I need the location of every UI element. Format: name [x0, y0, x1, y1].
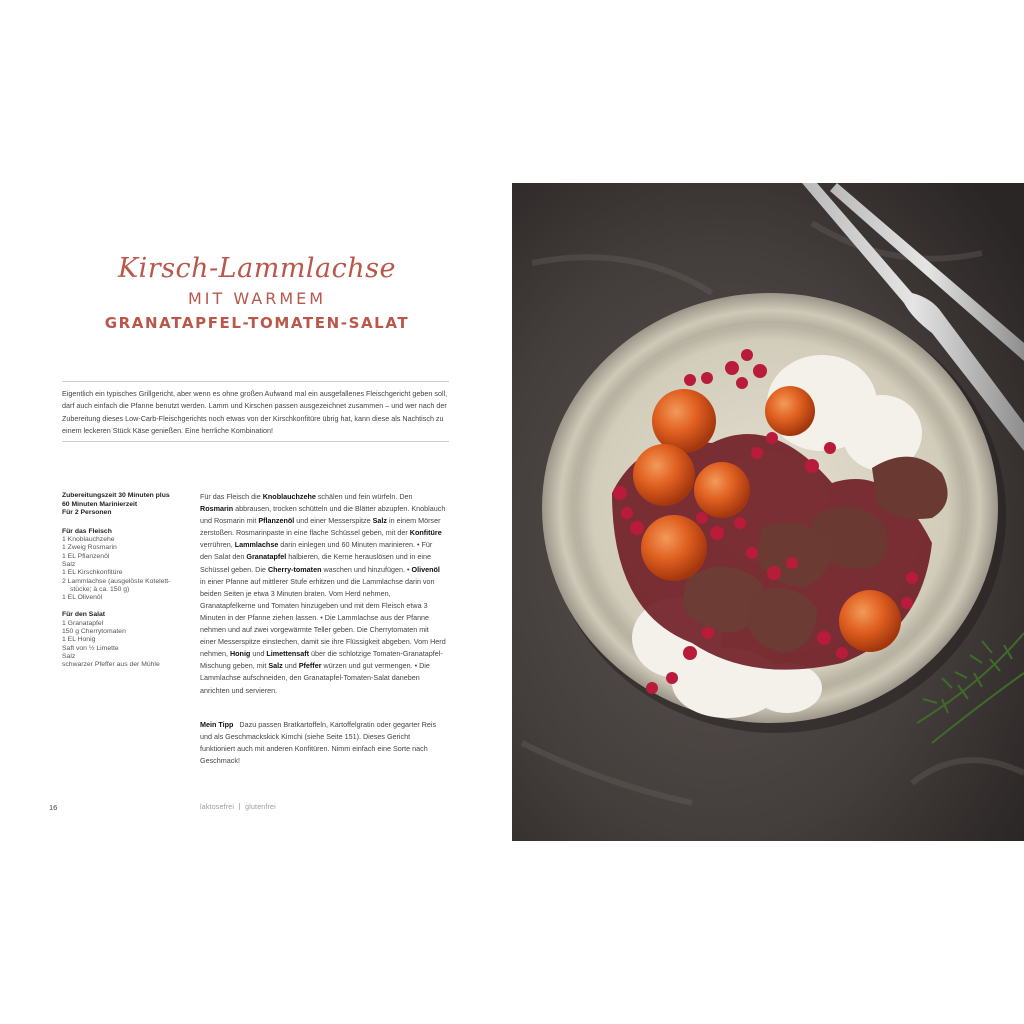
prep-time-line1: Zubereitungszeit 30 Minuten plus — [62, 492, 170, 499]
instruction-text: würzen und gut vermengen. • Die Lammlachse aufschneiden, den Granatapfel-Tomaten-Salat daneben anrichten und servieren. — [200, 661, 430, 695]
ingredient-item: 1 EL Pflanzenöl — [62, 552, 110, 560]
instruction-text: schälen und fein würfeln. Den — [315, 492, 413, 501]
ingredient-item: Salz — [62, 652, 76, 660]
ingredients-meat-heading: Für das Fleisch — [62, 527, 112, 535]
tag-gluten-free: glutenfrei — [245, 804, 276, 811]
ingredient-highlight: Pfeffer — [298, 661, 322, 671]
ingredient-item: Salz — [62, 560, 76, 568]
ingredient-highlight: Olivenöl — [411, 564, 440, 574]
ingredient-highlight: Salz — [372, 516, 387, 526]
ingredient-item: Saft von ½ Limette — [62, 644, 119, 652]
instruction-text: über die schlotzige Tomaten-Granatapfel-Mischung geben, mit — [200, 649, 443, 671]
ingredients-salad-heading: Für den Salat — [62, 611, 106, 619]
instruction-text: und — [282, 661, 299, 671]
servings: Für 2 Personen — [62, 509, 112, 517]
recipe-title — [62, 252, 452, 336]
ingredient-item: 1 Knoblauchzehe — [62, 536, 115, 544]
instruction-text: waschen und hinzufügen. • — [321, 564, 412, 574]
dish-photo — [512, 183, 1024, 841]
tip-box — [200, 719, 446, 767]
ingredient-highlight: Lammlachse — [234, 540, 279, 550]
intro-paragraph: Eigentlich ein typisches Grillgericht, aber wenn es ohne großen Aufwand mal ein ausgefallenes Fleischgericht geben soll, darf auch einfach die Pfanne benutzt werden. Lamm und Kirschen passen ausgezeichnet zusammen – und wer nach der Zubereitung dieses Low-Carb-Fleischgerichts noch etwas von der Kirschkonfitüre übrig hat, kann diese als Nachtisch zu einem leckeren Stück Käse genießen. Eine herrliche Kombination! — [62, 389, 448, 435]
ingredient-highlight: Konfitüre — [409, 528, 442, 538]
ingredient-highlight: Limettensaft — [266, 649, 310, 659]
instruction-text: und einer Messerspitze — [294, 516, 373, 526]
ingredient-highlight: Pflanzenöl — [258, 516, 295, 526]
instruction-text: darin einlegen und 60 Minuten marinieren. • Für den Salat den — [200, 540, 433, 562]
instruction-text: Für das Fleisch die — [200, 492, 263, 501]
ingredient-item: 1 EL Kirschkonfitüre — [62, 569, 123, 577]
instruction-text: in einer Pfanne auf mittlerer Stufe erhitzen und die Lammlachse darin von beiden Seiten je etwa 3 Minuten braten. Vom Herd nehmen, Granatapfelkerne und Tomaten hinzugeben und mit dem Fleisch etwa 3 Minuten in der Pfanne ziehen lassen. • Die Lammlachse aus der Pfanne nehmen und auf zwei vorgewärmte Teller geben. Die Cherrytomaten mit einer Messerspitze einstechen, damit sie ihre Flüssigkeit abgeben. Vom Herd nehmen, — [200, 576, 446, 659]
instructions — [200, 491, 446, 697]
ingredient-item-continued: stücke; à ca. 150 g) — [70, 585, 130, 593]
dish-photo-svg — [512, 183, 1024, 841]
instruction-text: verrühren, — [200, 540, 235, 550]
intro-top-rule — [62, 381, 449, 382]
instruction-text: in einem Mörser zerstoßen. Rosmarinpaste in eine flache Schüssel geben, mit der — [200, 516, 441, 538]
ingredient-item: 1 EL Honig — [62, 636, 96, 644]
diet-tags — [200, 803, 276, 811]
tip-label: Mein Tipp — [200, 720, 234, 729]
ingredients-column — [62, 492, 190, 670]
ingredient-highlight: Honig — [229, 649, 251, 659]
title-subtitle-line: MIT WARMEM — [187, 289, 327, 308]
ingredient-highlight: Knoblauchzehe — [262, 492, 316, 501]
prep-time-line2: 60 Minuten Marinierzeit — [62, 500, 138, 508]
instruction-text: halbieren, die Kerne herauslösen und in eine Schüssel geben. Die — [200, 552, 431, 574]
ingredient-highlight: Salz — [268, 661, 283, 671]
ingredient-item: 1 EL Olivenöl — [62, 594, 103, 602]
page-number: 16 — [49, 803, 58, 812]
ingredient-item: 150 g Cherrytomaten — [62, 628, 126, 636]
ingredient-item: 1 Granatapfel — [62, 619, 104, 627]
recipe-meta — [62, 492, 190, 518]
title-bold-line: GRANATAPFEL-TOMATEN-SALAT — [104, 314, 410, 332]
intro-bottom-rule — [62, 441, 449, 442]
ingredient-highlight: Cherry-tomaten — [267, 564, 322, 574]
ingredient-item: 1 Zweig Rosmarin — [62, 544, 117, 552]
ingredient-item: 2 Lammlachse (ausgelöste Kotelett- — [62, 577, 171, 585]
ingredient-highlight: Granatapfel — [246, 552, 287, 562]
ingredient-highlight: Rosmarin — [200, 504, 234, 514]
instruction-text: und — [250, 649, 267, 659]
tag-lactose-free: laktosefrei — [200, 804, 235, 811]
instruction-text: abbrausen, trocken schütteln und die Blätter abzupfen. Knoblauch und Rosmarin mit — [200, 504, 446, 526]
title-script-line: Kirsch-Lammlachse — [117, 253, 396, 284]
tip-text: Dazu passen Bratkartoffeln, Kartoffelgratin oder gegarter Reis und als Geschmackskick Kimchi (siehe Seite 151). Dieses Gericht funktioniert auch mit anderen Konfitüren. Nimm einfach eine Sorte nach Geschmack! — [200, 720, 437, 766]
ingredient-item: schwarzer Pfeffer aus der Mühle — [62, 661, 160, 669]
